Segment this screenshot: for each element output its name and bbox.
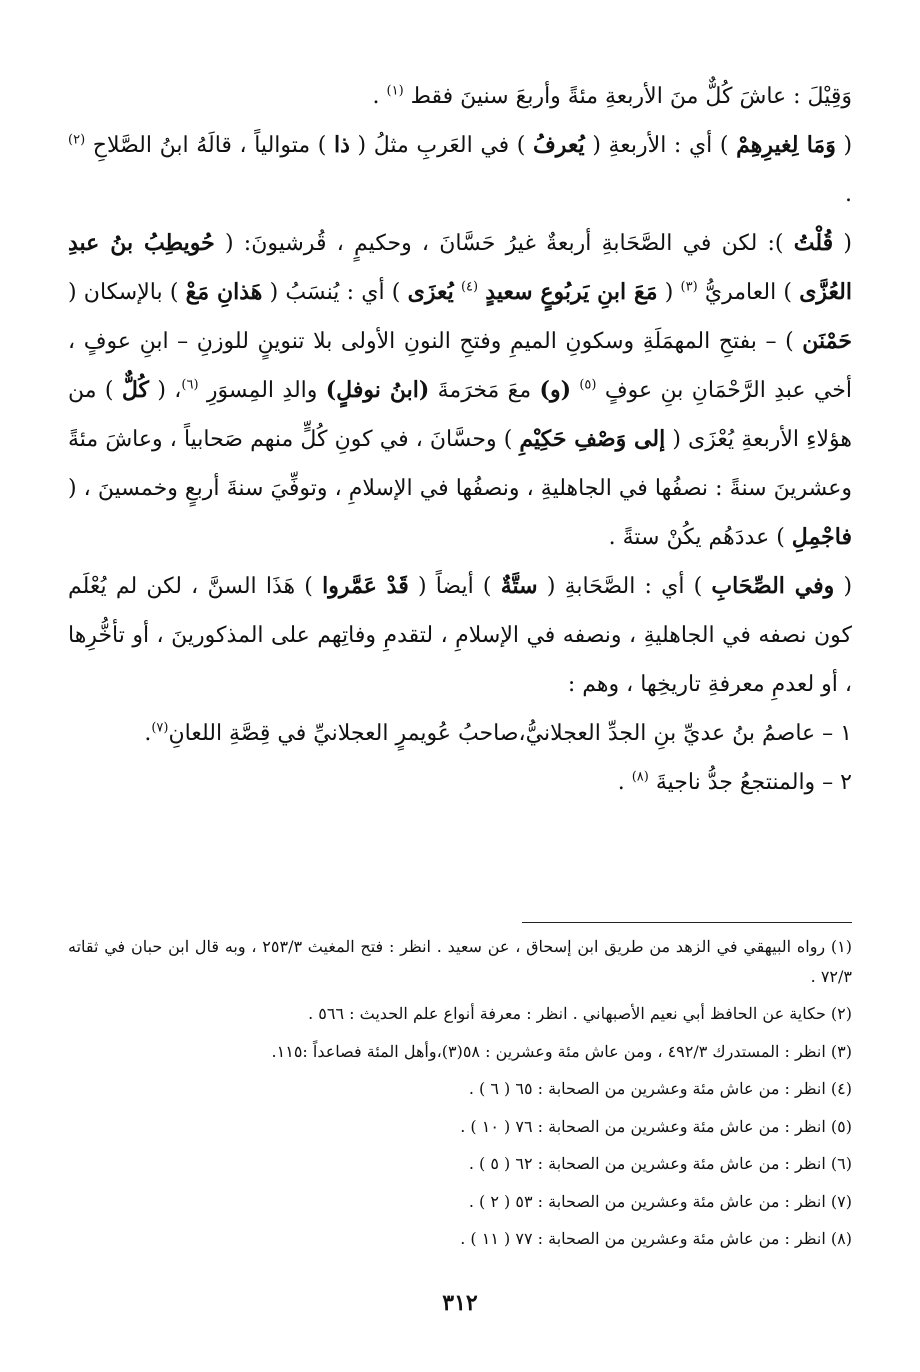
- footnote-2: (٢) حكاية عن الحافظ أبي نعيم الأصبهاني . انظر : معرفة أنواع علم الحديث : ٥٦٦ .: [308, 1004, 852, 1023]
- page-number: ٣١٢: [442, 1290, 478, 1316]
- bold-text: يُعزَى: [407, 279, 454, 305]
- footnote-ref-6[interactable]: (٦): [181, 377, 199, 393]
- text-span: ) هَذَا السنَّ ، لكن لم يُعْلَم كون نصفه في الجاهليةِ ، ونصفه في الإسلامِ ، لتقدمِ وفاتِهم على المذكورينَ ، أو تأخُّرِها ، أو لعدمِ معرفةِ تاريخِها ، وهم :: [68, 574, 852, 697]
- footnote-7: (٧) انظر : من عاش مئة وعشرين من الصحابة : ٥٣ ( ٢ ) .: [468, 1191, 852, 1211]
- bold-text: هَذانِ مَعْ: [185, 279, 263, 305]
- bold-text: قُلْتُ: [793, 230, 834, 256]
- bold-text: قَدْ عَمَّروا: [322, 573, 409, 599]
- bold-text: ستَّةٌ: [500, 573, 538, 599]
- bold-text: إلى وَصْفِ حَكِيْمِ: [519, 426, 666, 452]
- text-span: (: [843, 231, 853, 256]
- text-span: والدِ المِسوَرِ: [206, 378, 318, 403]
- list-item-1: ١ – عاصمُ بنُ عديِّ بنِ الجدِّ العجلانيُّ،صاحبُ عُويمرٍ العجلانيِّ في قِصَّةِ اللعانِ$^{(٧)}$.: [144, 720, 852, 746]
- bold-text: وفي الصِّحَابِ: [711, 573, 835, 599]
- footnote-ref-1[interactable]: (١): [386, 83, 404, 99]
- text-span: ) أيضاً (: [417, 574, 492, 599]
- text-span: ) من هؤلاءِ الأربعةِ يُعْزَى (: [68, 378, 852, 452]
- text-span: ) أي : يُنسَبُ (: [269, 280, 401, 305]
- text-span: (: [664, 280, 674, 305]
- footnote-ref-4[interactable]: (٤): [460, 279, 479, 295]
- text-span: ): لكن في الصَّحَابةِ أربعةٌ غيرُ حَسَّانَ ، وحكيمٍ ، قُرشيونَ: (: [224, 231, 784, 256]
- bold-text: ذا: [334, 132, 350, 158]
- bold-text: وَمَا لِغيرِهِمْ: [736, 132, 836, 158]
- list-item-2: ٢ – والمنتجعُ جدُّ ناجيةَ $^{(٨)}$ .: [617, 769, 852, 795]
- bold-text: كُلٌّ: [121, 377, 149, 403]
- text-span: (: [843, 574, 853, 599]
- footnote-ref-7[interactable]: (٧): [151, 720, 169, 736]
- footnote-ref-5[interactable]: (٥): [579, 377, 597, 393]
- bold-text: مَعَ ابنِ يَربُوعٍ سعيدٍ: [485, 279, 658, 305]
- text-span: ) أي : الأربعةِ (: [592, 133, 729, 158]
- text-span: (: [843, 133, 853, 158]
- paragraph-4: [68, 562, 852, 709]
- bold-text: يُعرفُ: [533, 132, 585, 158]
- footnote-divider: [522, 922, 852, 923]
- text-span: وَقِيْلَ : عاشَ كُلٌّ منَ الأربعةِ مئةً وأربعَ سنينَ فقط: [410, 84, 852, 109]
- footnote-3: (٣) انظر : المستدرك ٤٩٢/٣ ، ومن عاش مئة وعشرين : ٥٨(٣)،وأهل المئة فصاعداً :١١٥.: [271, 1041, 852, 1061]
- footnote-5: (٥) انظر : من عاش مئة وعشرين من الصحابة : ٧٦ ( ١٠ ) .: [460, 1116, 852, 1136]
- bold-text: حُويطِبُ بنُ عبدِ العُزَّى: [68, 230, 852, 305]
- footnote-4: (٤) انظر : من عاش مئة وعشرين من الصحابة : ٦٥ ( ٦ ) .: [468, 1079, 852, 1098]
- text-span: ) بالإسكان (: [68, 280, 179, 305]
- footnote-ref-8[interactable]: (٨): [631, 769, 649, 785]
- text-span: ، (: [157, 378, 182, 403]
- main-text: [68, 72, 852, 807]
- text-span: ) عددَهُم يكُنْ ستةً .: [608, 525, 785, 550]
- bold-text: (ابنُ نوفلٍ): [325, 377, 430, 403]
- text-span: ) – بفتحِ المهمَلَةِ وسكونِ الميمِ وفتحِ النونِ الأولى بلا تنوينٍ للوزنِ – ابنِ عوفٍ ، أخي عبدِ الرَّحْمَانِ بنِ عوفٍ: [68, 329, 852, 403]
- text-span: معَ مَخرَمةَ: [437, 378, 532, 403]
- text-span: ) متوالياً ، قالَهُ ابنُ الصَّلاحِ: [92, 133, 327, 158]
- text-span: ٢ – والمنتجعُ جدُّ ناجيةَ: [655, 770, 852, 795]
- footnote-6: (٦) انظر : من عاش مئة وعشرين من الصحابة : ٦٢ ( ٥ ) .: [468, 1154, 852, 1173]
- bold-text: فاجْمِلِ: [791, 524, 852, 550]
- footnotes: [68, 932, 852, 1262]
- footnote-ref-3[interactable]: (٣): [680, 279, 698, 295]
- text-span: ) وحسَّانَ ، في كونِ كُلٍّ منهم صَحابياً ، وعاشَ مئةً وعشرينَ سنةً : نصفُها في الجاهليةِ ، ونصفُها في الإسلامِ ، وتوفِّيَ سنةَ أربعٍ وخمسينَ ، (: [68, 427, 852, 501]
- paragraph-2: ( وَمَا لِغيرِهِمْ ) أي : الأربعةِ ( يُعرفُ ) في العَربِ مثلُ ( ذا ) متوالياً ، قالَهُ ابنُ الصَّلاحِ $^{(٢)}$ .: [68, 132, 853, 207]
- text-span: ) العامريُّ: [704, 280, 792, 305]
- footnote-1: (١) رواه البيهقي في الزهد من طريق ابن إسحاق ، عن سعيد . انظر : فتح المغيث ٢٥٣/٣ ، وبه قال ابن حبان في ثقاته ٧٢/٣ .: [68, 937, 853, 986]
- text-span: ١ – عاصمُ بنُ عديِّ بنِ الجدِّ العجلانيُّ،صاحبُ عُويمرٍ العجلانيِّ في قِصَّةِ اللعانِ: [168, 721, 852, 746]
- text-span: ) أي : الصَّحَابةِ (: [546, 574, 703, 599]
- footnote-8: (٨) انظر : من عاش مئة وعشرين من الصحابة : ٧٧ ( ١١ ) .: [460, 1229, 852, 1248]
- footnote-ref-2[interactable]: (٢): [68, 132, 86, 148]
- paragraph-3: [68, 219, 852, 562]
- paragraph-1: وَقِيْلَ : عاشَ كُلٌّ منَ الأربعةِ مئةً وأربعَ سنينَ فقط $^{(١)}$ .: [372, 83, 852, 109]
- bold-text: حَمْنَن: [802, 328, 852, 354]
- text-span: ) في العَربِ مثلُ (: [357, 133, 526, 158]
- bold-text: (و): [539, 377, 571, 403]
